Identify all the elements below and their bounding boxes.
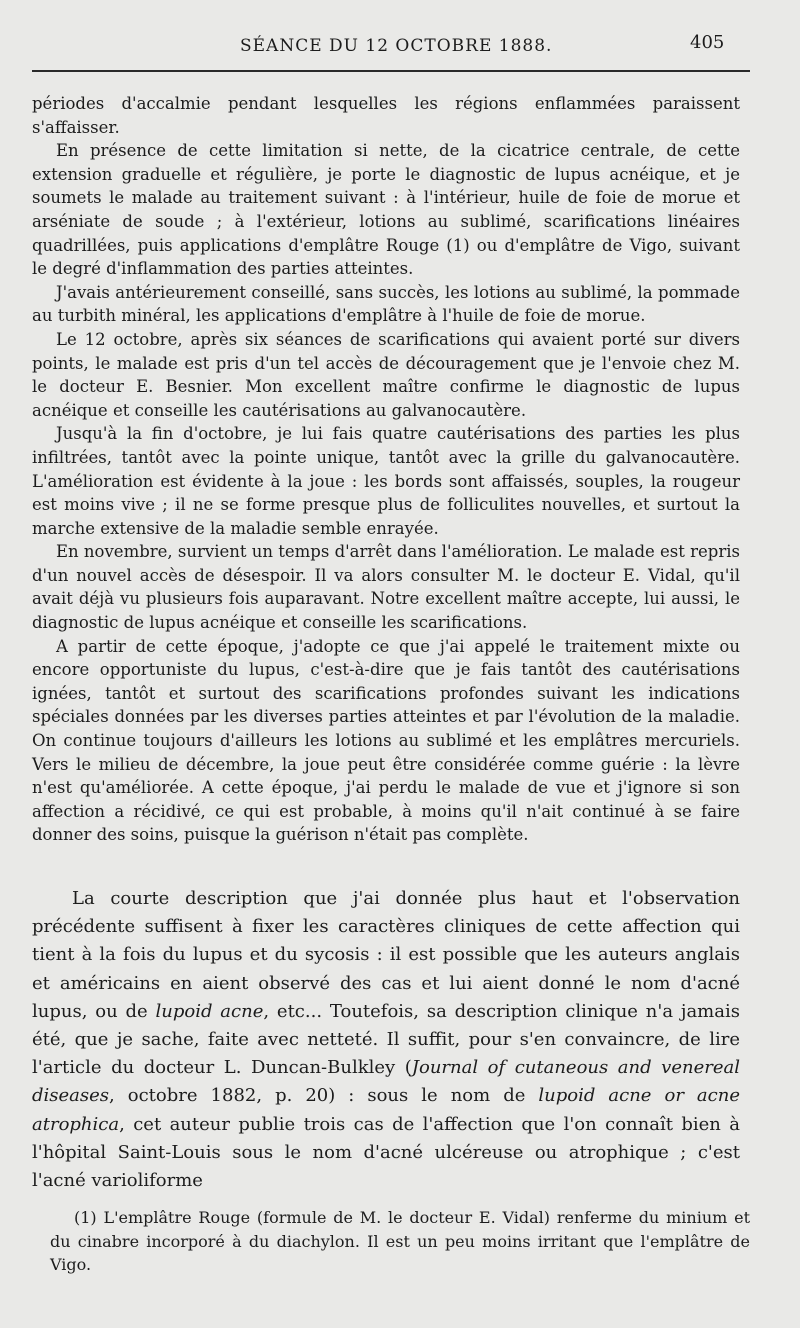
discussion-text-1: La courte description que j'ai donnée plus haut et l'observation précédente suffisent à fixer les caractères cliniques de cette affection qui tient à la fois du lupus et du sycosis : il est possible que les auteurs anglais et américains en aient observé des cas et lui aient donné le nom d'acné lupus, ou de <box>32 888 740 1022</box>
paragraph-end-october: Jusqu'à la fin d'octobre, je lui fais quatre cautérisations des parties les plus infiltrées, tantôt avec la pointe unique, tantôt avec la grille du galvanocautère. L'amélioration est évidente à la joue : les bords sont affaissés, souples, la rougeur est moins vive ; il ne se forme presque plus de folliculites nouvelles, et surtout la marche extensive de la maladie semble enrayée. <box>32 424 740 538</box>
running-head-title: SÉANCE DU 12 OCTOBRE 1888. <box>240 36 553 56</box>
discussion-text-4: , cet auteur publie trois cas de l'affection que l'on connaît bien à l'hôpital Saint-Louis sous le nom d'acné ulcéreuse ou atrophique ; c'est l'acné varioliforme <box>32 1113 740 1192</box>
paragraph-november: En novembre, survient un temps d'arrêt dans l'amélioration. Le malade est repris d'un nouvel accès de désespoir. Il va alors consulter M. le docteur E. Vidal, qu'il avait déjà vu plusieurs fois auparavant. Notre excellent maître accepte, lui aussi, le diagnostic de lupus acnéique et conseille les scarifications. <box>32 542 740 633</box>
paragraph-continuation: périodes d'accalmie pendant lesquelles les régions enflammées paraissent s'affaisser. <box>32 94 740 137</box>
discussion-italic-lupoid-acne: lupoid acne <box>155 1000 264 1022</box>
running-head <box>0 30 760 60</box>
page-number: 405 <box>690 32 725 53</box>
discussion-text-2: , etc... Toutefois, sa description clinique n'a jamais été, que je sache, faite avec netteté. Il suffit, pour s'en convaincre, de lire l'article du docteur L. Duncan-Bulkley ( <box>32 1000 740 1079</box>
discussion-text-3: , octobre 1882, p. 20) : sous le nom de <box>109 1085 539 1107</box>
paragraph-discussion <box>32 885 740 1195</box>
paragraph-diagnosis: En présence de cette limitation si nette, de la cicatrice centrale, de cette extension graduelle et régulière, je porte le diagnostic de lupus acnéique, et je soumets le malade au traitement suivant : à l'intérieur, huile de foie de morue et arséniate de soude ; à l'extérieur, lotions au sublimé, scarifications linéaires quadrillées, puis applications d'emplâtre Rouge (1) ou d'emplâtre de Vigo, suivant le degré d'inflammation des parties atteintes. <box>32 141 740 279</box>
paragraph-prior-treatment: J'avais antérieurement conseillé, sans succès, les lotions au sublimé, la pommade au turbith minéral, les applications d'emplâtre à l'huile de foie de morue. <box>32 282 740 326</box>
footnote <box>50 1206 750 1277</box>
section-gap <box>32 847 740 885</box>
header-rule <box>32 70 750 72</box>
discussion-italic-acne-atrophica: lupoid acne or acne atrophica <box>32 1085 740 1135</box>
body-text <box>32 92 740 1195</box>
paragraph-october-12: Le 12 octobre, après six séances de scarifications qui avaient porté sur divers points, le malade est pris d'un tel accès de découragement que je l'envoie chez M. le docteur E. Besnier. Mon excellent maître confirme le diagnostic de lupus acnéique et conseille les cautérisations au galvanocautère. <box>32 329 740 420</box>
paragraph-mixed-treatment: A partir de cette époque, j'adopte ce que j'ai appelé le traitement mixte ou encore opportuniste du lupus, c'est-à-dire que je fais tantôt des cautérisations ignées, tantôt et surtout des scarifications profondes suivant les indications spéciales données par les diverses parties atteintes et par l'évolution de la maladie. On continue toujours d'ailleurs les lotions au sublimé et les emplâtres mercuriels. Vers le milieu de décembre, la joue peut être considérée comme guérie : la lèvre n'est qu'améliorée. A cette époque, j'ai perdu le malade de vue et j'ignore si son affection a récidivé, ce qui est probable, à moins qu'il n'ait continué à se faire donner des soins, puisque la guérison n'était pas complète. <box>32 636 740 845</box>
discussion-italic-journal: Journal of cutaneous and venereal diseases <box>32 1057 740 1107</box>
footnote-text: (1) L'emplâtre Rouge (formule de M. le docteur E. Vidal) renferme du minium et du cinabre incorporé à du diachylon. Il est un peu moins irritant que l'emplâtre de Vigo. <box>50 1208 750 1274</box>
